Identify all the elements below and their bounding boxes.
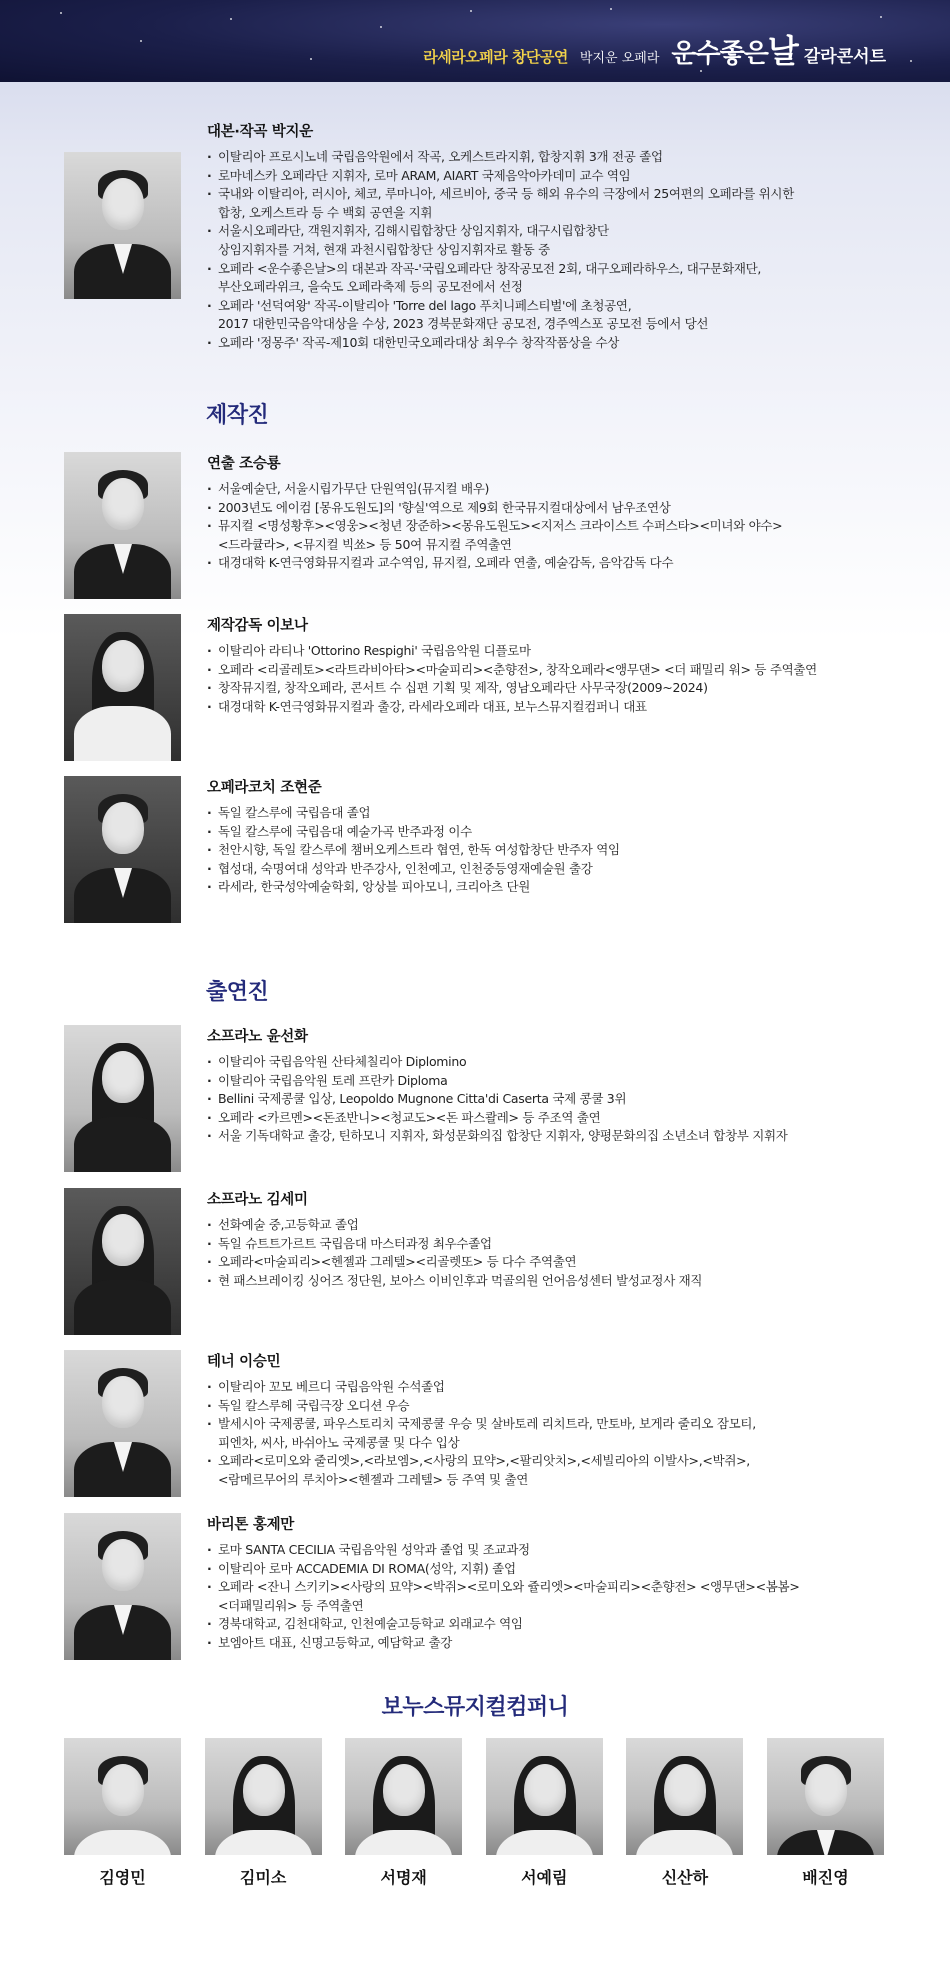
staff-bio — [207, 642, 894, 716]
bio-line: · 협성대, 숙명여대 성악과 반주강사, 인천예고, 인천중등영재예술원 출강 — [207, 860, 894, 879]
composer-info — [207, 120, 894, 353]
bio-line: · 뮤지컬 <명성황후><영웅><청년 장준하><몽유도원도><지저스 크라이스트 수퍼스타><미녀와 야수> <드라큘라>, <뮤지컬 빅쑈> 등 50여 뮤지컬 주역출연 — [207, 517, 894, 554]
bio-line: · 서울예술단, 서울시립가무단 단원역임(뮤지컬 배우) — [207, 480, 894, 499]
cast-photo — [64, 1025, 181, 1172]
cast-profile — [64, 1025, 894, 1172]
cast-name: 테너 이승민 — [207, 1354, 281, 1370]
member-name: 신산하 — [661, 1868, 709, 1887]
member-photo — [486, 1738, 603, 1855]
company-member — [626, 1738, 743, 1888]
company-member — [767, 1738, 884, 1888]
company-members — [64, 1738, 884, 1888]
bio-line: · 오페라<마술피리><헨젤과 그레텔><리골렛또> 등 다수 주역출연 — [207, 1253, 894, 1272]
cast-section-title: 출연진 — [206, 980, 269, 1005]
bio-line: · 천안시향, 독일 칼스루에 챔버오케스트라 협연, 한독 여성합창단 반주자 역임 — [207, 841, 894, 860]
bio-line: · 이탈리아 로마 ACCADEMIA DI ROMA(성악, 지휘) 졸업 — [207, 1560, 894, 1579]
cast-name: 소프라노 김세미 — [207, 1192, 308, 1208]
header-title-group — [423, 26, 886, 72]
member-name: 김미소 — [239, 1868, 287, 1887]
staff-photo — [64, 452, 181, 599]
bio-line: · 경북대학교, 김천대학교, 인천예술고등학교 외래교수 역임 — [207, 1615, 894, 1634]
company-member — [345, 1738, 462, 1888]
bio-line: · 오페라 <카르멘><돈죠반니><청교도><돈 파스콸레> 등 주조역 출연 — [207, 1109, 894, 1128]
bio-line: · 이탈리아 라티나 'Ottorino Respighi' 국립음악원 디플로마 — [207, 642, 894, 661]
composer-bio — [207, 148, 894, 353]
cast-profile — [64, 1513, 894, 1660]
staff-bio — [207, 804, 894, 897]
member-name: 서예림 — [521, 1868, 568, 1887]
cast-profile — [64, 1188, 894, 1335]
composer-name: 대본·작곡 박지운 — [207, 124, 313, 140]
bio-line: · Bellini 국제콩쿨 입상, Leopoldo Mugnone Citta'di Caserta 국제 콩쿨 3위 — [207, 1090, 894, 1109]
bio-line: · 현 패스브레이킹 싱어즈 정단원, 보아스 이비인후과 먹골의원 언어음성센터 발성교정사 재직 — [207, 1272, 894, 1291]
staff-profile — [64, 452, 894, 599]
staff-name: 연출 조승룡 — [207, 456, 281, 472]
bio-line: · 서울시오페라단, 객원지휘자, 김해시립합창단 상임지휘자, 대구시립합창단 상임지휘자를 거쳐, 현재 과천시립합창단 상임지휘자로 활동 중 — [207, 222, 894, 259]
cast-name: 소프라노 윤선화 — [207, 1029, 308, 1045]
staff-name: 오페라코치 조현준 — [207, 780, 322, 796]
member-photo — [626, 1738, 743, 1855]
header-title — [671, 26, 886, 72]
bio-line: · 로마 SANTA CECILIA 국립음악원 성악과 졸업 및 조교과정 — [207, 1541, 894, 1560]
bio-line: · 오페라 <리골레토><라트라비아타><마술피리><춘향전>, 창작오페라<앵무댄> <더 패밀리 워> 등 주역출연 — [207, 661, 894, 680]
member-photo — [64, 1738, 181, 1855]
member-name: 김영민 — [99, 1868, 146, 1887]
cast-bio — [207, 1053, 894, 1146]
cast-profile — [64, 1350, 894, 1497]
bio-line: · 이탈리아 국립음악원 토레 프란카 Diploma — [207, 1072, 894, 1091]
member-name: 서명재 — [380, 1868, 427, 1887]
bio-line: · 이탈리아 프로시노네 국립음악원에서 작곡, 오케스트라지휘, 합창지휘 3개 전공 졸업 — [207, 148, 894, 167]
staff-photo — [64, 614, 181, 761]
bio-line: · 발세시아 국제콩쿨, 파우스토리치 국제콩쿨 우승 및 살바토레 리치트라, 만토바, 보게라 줄리오 잠모티, 피엔차, 씨사, 바쉬아노 국제콩쿨 및 다수 입상 — [207, 1415, 894, 1452]
member-photo — [205, 1738, 322, 1855]
header-title-part3: 갈라콘서트 — [803, 47, 886, 67]
staff-profile — [64, 776, 894, 923]
bio-line: · 로마네스카 오페라단 지휘자, 로마 ARAM, AIART 국제음악아카데미 교수 역임 — [207, 167, 894, 186]
header-title-part1: 운수좋은 — [671, 39, 768, 69]
company-member — [486, 1738, 603, 1888]
bio-line: · 선화예술 중,고등학교 졸업 — [207, 1216, 894, 1235]
staff-profile — [64, 614, 894, 761]
composer-photo — [64, 152, 181, 299]
bio-line: · 오페라 '선덕여왕' 작곡-이탈리아 'Torre del lago 푸치니페스티벌'에 초청공연, 2017 대한민국음악대상을 수상, 2023 경북문화재단 공모전, 경주엑스포 공모전 등에서 당선 — [207, 297, 894, 334]
cast-photo — [64, 1350, 181, 1497]
header-org: 라세라오페라 창단공연 — [423, 48, 568, 66]
bio-line: · 국내와 이탈리아, 러시아, 체코, 루마니아, 세르비아, 중국 등 해외 유수의 극장에서 25여편의 오페라를 위시한 합창, 오케스트라 등 수 백회 공연을 지휘 — [207, 185, 894, 222]
header-title-part2: 날 — [767, 32, 799, 70]
member-photo — [345, 1738, 462, 1855]
header-composer: 박지운 오페라 — [579, 51, 660, 66]
bio-line: · 이탈리아 꼬모 베르디 국립음악원 수석졸업 — [207, 1378, 894, 1397]
cast-bio — [207, 1378, 894, 1490]
company-member — [205, 1738, 322, 1888]
member-name: 배진영 — [802, 1868, 849, 1887]
staff-bio — [207, 480, 894, 573]
bio-line: · 독일 칼스루헤 국립극장 오디션 우승 — [207, 1397, 894, 1416]
bio-line: · 2003년도 에이컴 [몽유도원도]의 '향실'역으로 제9회 한국뮤지컬대상에서 남우조연상 — [207, 499, 894, 518]
cast-photo — [64, 1188, 181, 1335]
bio-line: · 대경대학 K-연극영화뮤지컬과 교수역임, 뮤지컬, 오페라 연출, 예술감독, 음악감독 다수 — [207, 554, 894, 573]
staff-name: 제작감독 이보나 — [207, 618, 308, 634]
cast-bio — [207, 1541, 894, 1653]
bio-line: · 오페라<로미오와 줄리엣>,<라보엠>,<사랑의 묘약>,<팔리앗치>,<세빌리아의 이발사>,<박쥐>, <람메르무어의 루치아><헨젤과 그레텔> 등 주역 및 출연 — [207, 1452, 894, 1489]
cast-name: 바리톤 홍제만 — [207, 1517, 294, 1533]
bio-line: · 독일 칼스루에 국립음대 예술가곡 반주과정 이수 — [207, 823, 894, 842]
header-banner — [0, 0, 950, 82]
bio-line: · 오페라 <운수좋은날>의 대본과 작곡-'국립오페라단 창작공모전 2회, 대구오페라하우스, 대구문화재단, 부산오페라위크, 을숙도 오페라축제 등의 공모전에서 선정 — [207, 260, 894, 297]
bio-line: · 창작뮤지컬, 창작오페라, 콘서트 수 십편 기획 및 제작, 영남오페라단 사무국장(2009~2024) — [207, 679, 894, 698]
cast-bio — [207, 1216, 894, 1290]
cast-photo — [64, 1513, 181, 1660]
bio-line: · 이탈리아 국립음악원 산타체칠리아 Diplomino — [207, 1053, 894, 1072]
bio-line: · 보엠아트 대표, 신명고등학교, 예담학교 출강 — [207, 1634, 894, 1653]
company-member — [64, 1738, 181, 1888]
bio-line: · 독일 칼스루에 국립음대 졸업 — [207, 804, 894, 823]
bio-line: · 대경대학 K-연극영화뮤지컬과 출강, 라세라오페라 대표, 보누스뮤지컬컴퍼니 대표 — [207, 698, 894, 717]
company-section-title: 보누스뮤지컬컴퍼니 — [381, 1695, 569, 1720]
staff-photo — [64, 776, 181, 923]
bio-line: · 오페라 '정몽주' 작곡-제10회 대한민국오페라대상 최우수 창작작품상을 수상 — [207, 334, 894, 353]
composer-profile — [64, 120, 894, 353]
bio-line: · 오페라 <잔니 스키키><사랑의 묘약><박쥐><로미오와 쥴리엣><마술피리><춘향전> <앵무댄><봄봄> <더패밀리워> 등 주역출연 — [207, 1578, 894, 1615]
production-section-title: 제작진 — [206, 403, 269, 428]
bio-line: · 서울 기독대학교 출강, 틴하모니 지휘자, 화성문화의집 합창단 지휘자, 양평문화의집 소년소녀 합창부 지휘자 — [207, 1127, 894, 1146]
bio-line: · 라세라, 한국성악예술학회, 앙상블 피아모니, 크리아츠 단원 — [207, 878, 894, 897]
member-photo — [767, 1738, 884, 1855]
bio-line: · 독일 슈트트가르트 국립음대 마스터과정 최우수졸업 — [207, 1235, 894, 1254]
